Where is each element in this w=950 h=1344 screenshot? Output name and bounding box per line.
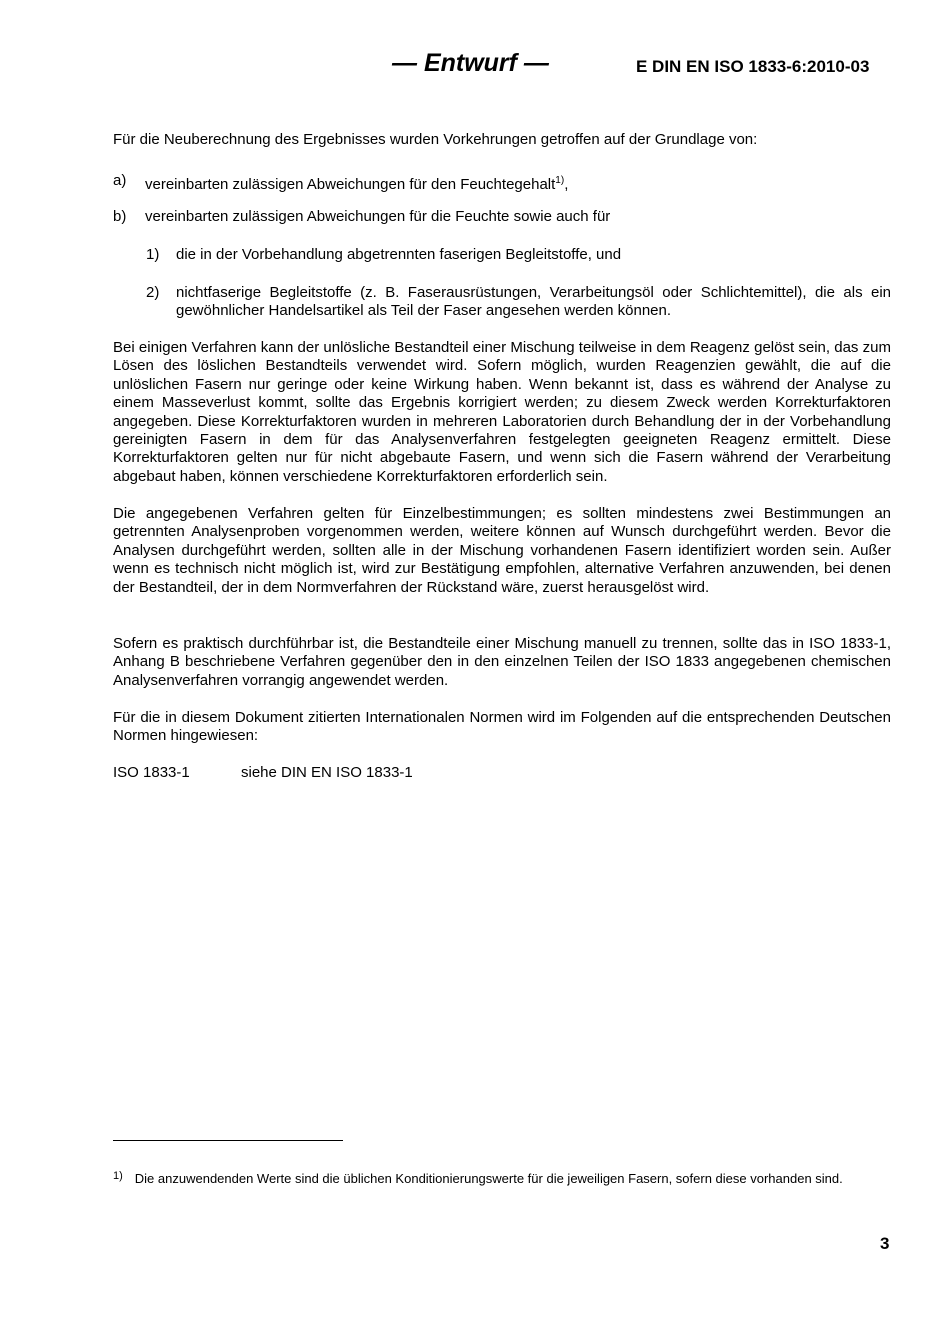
list-marker: a) <box>113 172 127 189</box>
list-item-text: vereinbarten zulässigen Abweichungen für den Feuchtegehalt <box>145 176 556 193</box>
footnote <box>113 1168 891 1187</box>
sublist-item-text: nichtfaserige Begleitstoffe (z. B. Faserausrüstungen, Verarbeitungsöl oder Schlichtemittel), die als ein gewöhnlicher Handelsartikel als Teil der Faser angesehen werden können. <box>176 284 891 320</box>
sublist-marker: 2) <box>146 284 160 301</box>
sublist-marker: 1) <box>146 246 160 263</box>
reference-row <box>113 764 413 782</box>
list-item-text: vereinbarten zulässigen Abweichungen für die Feuchte sowie auch für <box>145 208 611 225</box>
iso-reference: ISO 1833-1 <box>113 764 190 781</box>
paragraph-correction-factors: Bei einigen Verfahren kann der unlösliche Bestandteil einer Mischung teilweise in dem Reagenz gelöst sein, das zum Lösen des löslichen Bestandteils verwendet wird. Sofern möglich, wurden Reagenzien gewählt, die auf die unlöslichen Fasern nur geringe oder keine Wirkung haben. Wenn bekannt ist, dass es während der Analyse zu einem Masseverlust kommt, sollte das Ergebnis korrigiert werden; zu diesem Zweck werden Korrekturfaktoren angegeben. Diese Korrekturfaktoren wurden in mehreren Laboratorien durch Behandlung der in der Vorbehandlung gereinigten Fasern in dem für das Analysenverfahren festgelegten geeigneten Reagenz ermittelt. Diese Korrekturfaktoren gelten nur für nicht abgebaute Fasern, und wenn sich die Fasern während der Verarbeitung abgebaut haben, können verschiedene Korrekturfaktoren erforderlich sein. <box>113 339 891 485</box>
page-number: 3 <box>880 1234 890 1253</box>
intro-paragraph: Für die Neuberechnung des Ergebnisses wurden Vorkehrungen getroffen auf der Grundlage von: <box>113 131 758 148</box>
paragraph-manual-separation: Sofern es praktisch durchführbar ist, die Bestandteile einer Mischung manuell zu trennen, sollte das in ISO 1833-1, Anhang B beschriebene Verfahren gegenüber den in den einzelnen Teilen der ISO 1833 angegebenen chemischen Analysenverfahren vorrangig angewendet werden. <box>113 635 891 689</box>
footnote-divider <box>113 1140 343 1141</box>
footnote-reference[interactable]: 1) <box>555 175 565 186</box>
footnote-text: Die anzuwendenden Werte sind die üblichen Konditionierungswerte für die jeweiligen Fasern, sofern diese vorhanden sind. <box>134 1171 843 1186</box>
paragraph-references-intro: Für die in diesem Dokument zitierten Internationalen Normen wird im Folgenden auf die entsprechenden Deutschen Normen hingewiesen: <box>113 709 891 745</box>
din-reference: siehe DIN EN ISO 1833-1 <box>241 764 413 781</box>
sublist-item-text: die in der Vorbehandlung abgetrennten faserigen Begleitstoffe, und <box>176 246 622 263</box>
list-marker: b) <box>113 208 127 225</box>
paragraph-determinations: Die angegebenen Verfahren gelten für Einzelbestimmungen; es sollten mindestens zwei Bestimmungen an getrennten Analysenproben vorgenommen werden, weitere können auf Wunsch durchgeführt werden. Bevor die Analysen durchgeführt werden, sollten alle in der Mischung vorhandenen Fasern identifiziert worden sein. Außer wenn es technisch nicht möglich ist, wird zur Bestätigung empfohlen, alternative Verfahren anzuwenden, bei denen der Bestandteil, der in dem Normverfahren der Rückstand wäre, zuerst herausgelöst wird. <box>113 505 891 596</box>
draft-title: — Entwurf — <box>392 49 549 77</box>
document-id: E DIN EN ISO 1833-6:2010-03 <box>636 57 870 76</box>
footnote-marker: 1) <box>113 1170 123 1182</box>
